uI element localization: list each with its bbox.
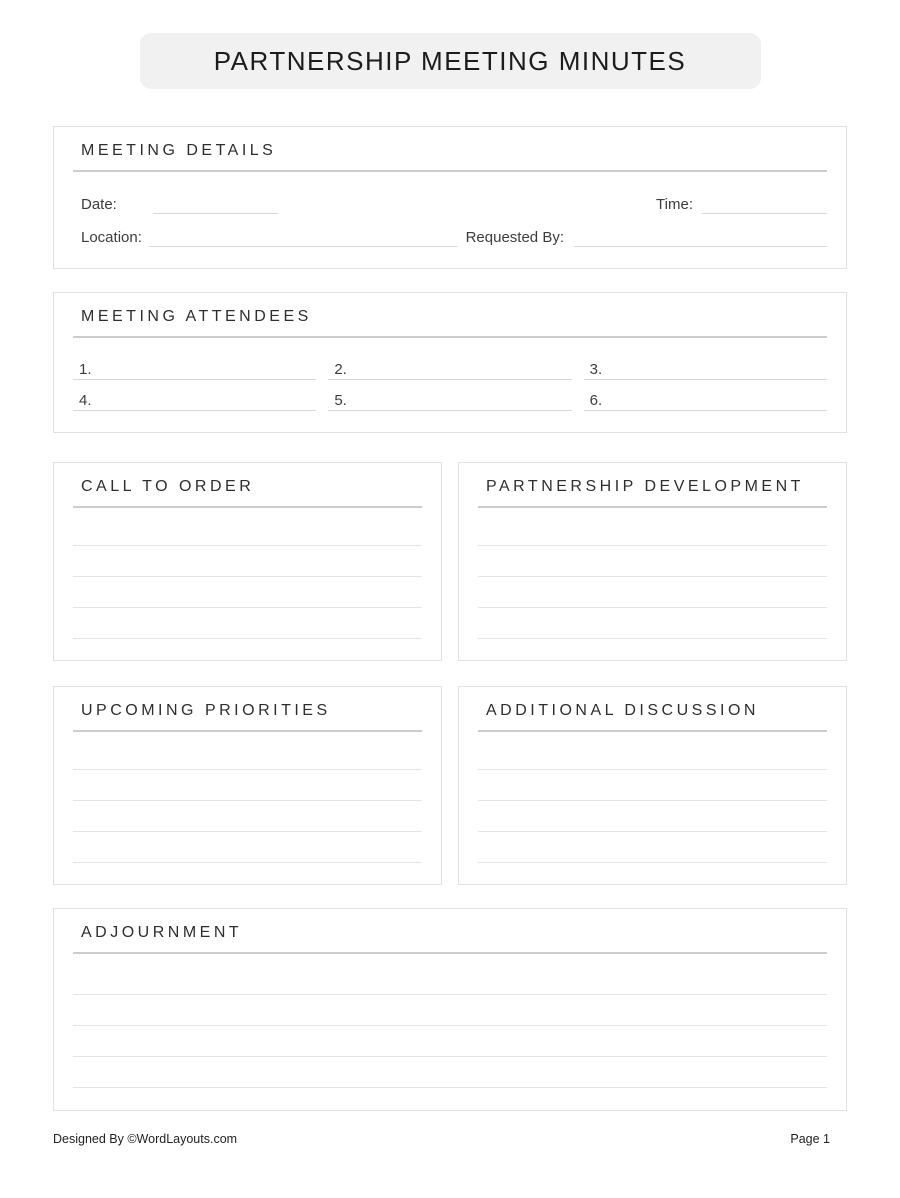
requested-by-label: Requested By:: [465, 229, 564, 246]
attendee-number: 1.: [79, 361, 92, 378]
blank-writing-line[interactable]: [73, 577, 422, 608]
heading-rule: [73, 336, 827, 338]
blank-writing-line[interactable]: [73, 1026, 827, 1057]
call-to-order-heading: CALL TO ORDER: [81, 478, 255, 495]
section-adjournment: [53, 908, 847, 1111]
section-meeting-details: [53, 126, 847, 269]
attendee-number: 4.: [79, 392, 92, 409]
blank-writing-line[interactable]: [73, 1057, 827, 1088]
blank-writing-line[interactable]: [73, 608, 422, 639]
date-time-row: [81, 182, 827, 214]
call-to-order-lines: [73, 508, 422, 639]
requested-by-field-line[interactable]: [574, 246, 827, 247]
blank-writing-line[interactable]: [73, 995, 827, 1026]
time-label: Time:: [656, 196, 693, 213]
blank-writing-line[interactable]: [478, 608, 827, 639]
attendee-number: 3.: [589, 361, 603, 378]
location-label: Location:: [81, 229, 142, 246]
section-partnership-development: [458, 462, 847, 661]
attendees-grid: [73, 348, 827, 411]
blank-writing-line[interactable]: [73, 732, 422, 770]
meeting-details-fields: [81, 182, 827, 247]
partnership-development-heading: PARTNERSHIP DEVELOPMENT: [486, 478, 804, 495]
location-requested-row: [81, 214, 827, 247]
upcoming-priorities-heading: UPCOMING PRIORITIES: [81, 702, 331, 719]
attendee-number: 2.: [334, 361, 347, 378]
adjournment-heading: ADJOURNMENT: [81, 924, 243, 941]
attendee-field-3[interactable]: [584, 348, 827, 380]
blank-writing-line[interactable]: [73, 954, 827, 995]
attendee-field-1[interactable]: [73, 348, 316, 380]
blank-writing-line[interactable]: [478, 508, 827, 546]
time-field-line[interactable]: [702, 213, 827, 214]
section-additional-discussion: [458, 686, 847, 885]
section-upcoming-priorities: [53, 686, 442, 885]
location-field-line[interactable]: [149, 246, 457, 247]
partnership-development-lines: [478, 508, 827, 639]
additional-discussion-lines: [478, 732, 827, 863]
blank-writing-line[interactable]: [73, 508, 422, 546]
attendee-number: 5.: [334, 392, 347, 409]
additional-discussion-heading: ADDITIONAL DISCUSSION: [486, 702, 759, 719]
blank-writing-line[interactable]: [73, 801, 422, 832]
blank-writing-line[interactable]: [478, 546, 827, 577]
upcoming-priorities-lines: [73, 732, 422, 863]
page-number: Page 1: [790, 1132, 830, 1146]
notes-row-2: [53, 686, 847, 885]
attendee-field-6[interactable]: [584, 380, 827, 411]
meeting-attendees-heading: MEETING ATTENDEES: [81, 308, 312, 325]
notes-row-1: [53, 462, 847, 661]
blank-writing-line[interactable]: [478, 832, 827, 863]
page-title: PARTNERSHIP MEETING MINUTES: [140, 33, 761, 89]
blank-writing-line[interactable]: [478, 732, 827, 770]
attendee-field-5[interactable]: [328, 380, 571, 411]
attendee-number: 6.: [589, 392, 603, 409]
meeting-details-heading: MEETING DETAILS: [81, 142, 277, 159]
blank-writing-line[interactable]: [73, 770, 422, 801]
content-column: [53, 126, 847, 1146]
blank-writing-line[interactable]: [478, 801, 827, 832]
page-footer: [53, 1132, 847, 1146]
designer-credit: Designed By ©WordLayouts.com: [53, 1132, 238, 1146]
blank-writing-line[interactable]: [478, 577, 827, 608]
adjournment-lines: [73, 954, 827, 1088]
section-call-to-order: [53, 462, 442, 661]
blank-writing-line[interactable]: [73, 832, 422, 863]
heading-rule: [73, 170, 827, 172]
section-meeting-attendees: [53, 292, 847, 433]
attendee-field-4[interactable]: [73, 380, 316, 411]
date-field-line[interactable]: [153, 213, 278, 214]
attendee-field-2[interactable]: [328, 348, 571, 380]
document-page: [0, 33, 900, 1198]
blank-writing-line[interactable]: [73, 546, 422, 577]
date-label: Date:: [81, 196, 117, 213]
blank-writing-line[interactable]: [478, 770, 827, 801]
